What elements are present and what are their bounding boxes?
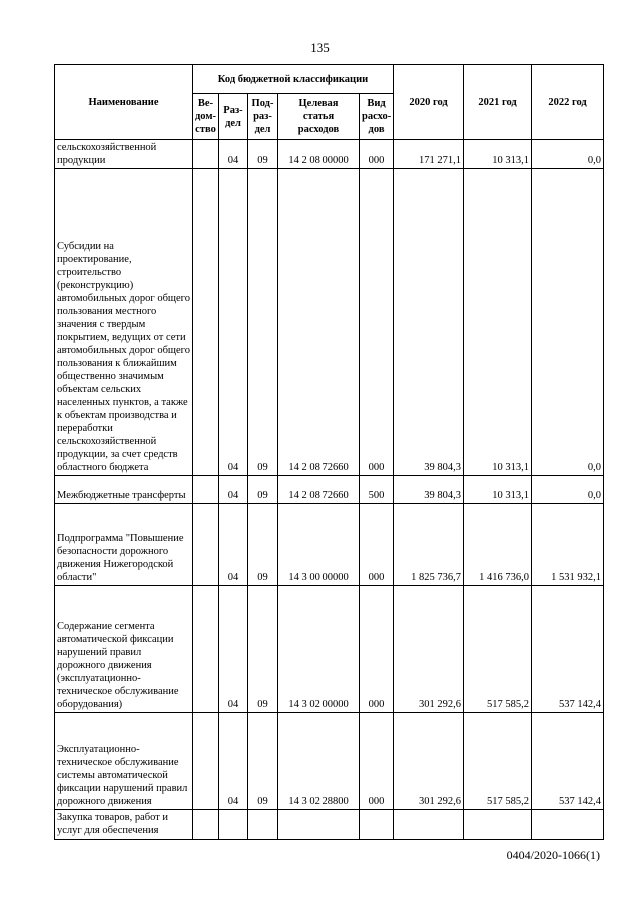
table-row [55, 504, 604, 586]
row-2020 [394, 810, 464, 840]
header-podrazdel: Под- раз- дел [248, 94, 278, 140]
row-vedomstvo [193, 140, 219, 169]
row-2022: 0,0 [532, 169, 604, 476]
header-2022: 2022 год [532, 65, 604, 140]
row-celevaya: 14 2 08 72660 [278, 169, 360, 476]
row-name: Субсидии на проектирование, строительство (реконструкцию) автомобильных дорог общего пользования местного значения с твердым покрытием, ведущих от сети автомобильных дорог общего пользования к ближайшим общественно значимым объектам сельских населенных пунктов, а также к объектам производства и переработки сельскохозяйственной продукции, за счет средств областного бюджета [55, 169, 193, 476]
row-name: Эксплуатационно-техническое обслуживание системы автоматической фиксации нарушений правил дорожного движения [55, 713, 193, 810]
table-row [55, 586, 604, 713]
row-celevaya: 14 3 02 28800 [278, 713, 360, 810]
row-celevaya: 14 3 02 00000 [278, 586, 360, 713]
row-2020: 39 804,3 [394, 476, 464, 504]
row-2020: 1 825 736,7 [394, 504, 464, 586]
header-vid: Вид расхо- дов [360, 94, 394, 140]
header-name: Наименование [55, 65, 193, 140]
row-2020: 171 271,1 [394, 140, 464, 169]
header-razdel: Раз- дел [219, 94, 248, 140]
table-body [55, 140, 604, 840]
row-name: Межбюджетные трансферты [55, 476, 193, 504]
row-podrazdel: 09 [248, 586, 278, 713]
row-2020: 301 292,6 [394, 586, 464, 713]
document-code: 0404/2020-1066(1) [506, 848, 600, 862]
row-2022 [532, 810, 604, 840]
table-row [55, 140, 604, 169]
row-vid [360, 810, 394, 840]
row-razdel: 04 [219, 504, 248, 586]
row-celevaya: 14 3 00 00000 [278, 504, 360, 586]
row-podrazdel [248, 810, 278, 840]
row-2021: 517 585,2 [464, 586, 532, 713]
header-code-group: Код бюджетной классификации [193, 65, 394, 94]
row-vedomstvo [193, 504, 219, 586]
header-2021: 2021 год [464, 65, 532, 140]
budget-table [54, 64, 604, 840]
row-name: сельскохозяйственной продукции [55, 140, 193, 169]
row-2022: 0,0 [532, 476, 604, 504]
row-vid: 000 [360, 140, 394, 169]
table-row [55, 713, 604, 810]
row-2021 [464, 810, 532, 840]
row-2021: 10 313,1 [464, 140, 532, 169]
row-podrazdel: 09 [248, 713, 278, 810]
row-celevaya [278, 810, 360, 840]
row-razdel: 04 [219, 140, 248, 169]
row-2022: 0,0 [532, 140, 604, 169]
page-number: 135 [310, 40, 330, 55]
header-row-1 [55, 65, 604, 94]
row-podrazdel: 09 [248, 504, 278, 586]
header-vedomstvo: Ве- дом- ство [193, 94, 219, 140]
row-vedomstvo [193, 586, 219, 713]
row-name: Подпрограмма "Повышение безопасности дорожного движения Нижегородской области" [55, 504, 193, 586]
row-razdel: 04 [219, 476, 248, 504]
row-vedomstvo [193, 476, 219, 504]
row-vedomstvo [193, 169, 219, 476]
row-vid: 500 [360, 476, 394, 504]
row-2021: 10 313,1 [464, 169, 532, 476]
row-vid: 000 [360, 504, 394, 586]
row-2020: 301 292,6 [394, 713, 464, 810]
row-2021: 1 416 736,0 [464, 504, 532, 586]
table-row [55, 169, 604, 476]
row-vid: 000 [360, 713, 394, 810]
row-celevaya: 14 2 08 72660 [278, 476, 360, 504]
row-2021: 517 585,2 [464, 713, 532, 810]
row-2021: 10 313,1 [464, 476, 532, 504]
row-razdel [219, 810, 248, 840]
row-vid: 000 [360, 169, 394, 476]
row-razdel: 04 [219, 169, 248, 476]
row-razdel: 04 [219, 713, 248, 810]
row-2022: 537 142,4 [532, 586, 604, 713]
row-podrazdel: 09 [248, 169, 278, 476]
row-name: Содержание сегмента автоматической фиксации нарушений правил дорожного движения (эксплуатационно-техническое обслуживание оборудования) [55, 586, 193, 713]
row-vedomstvo [193, 713, 219, 810]
row-razdel: 04 [219, 586, 248, 713]
row-podrazdel: 09 [248, 476, 278, 504]
header-2020: 2020 год [394, 65, 464, 140]
row-2022: 1 531 932,1 [532, 504, 604, 586]
row-vedomstvo [193, 810, 219, 840]
row-celevaya: 14 2 08 00000 [278, 140, 360, 169]
row-podrazdel: 09 [248, 140, 278, 169]
table-row [55, 810, 604, 840]
header-celevaya: Целевая статья расходов [278, 94, 360, 140]
row-vid: 000 [360, 586, 394, 713]
row-2022: 537 142,4 [532, 713, 604, 810]
row-name: Закупка товаров, работ и услуг для обеспечения [55, 810, 193, 840]
row-2020: 39 804,3 [394, 169, 464, 476]
table-row [55, 476, 604, 504]
